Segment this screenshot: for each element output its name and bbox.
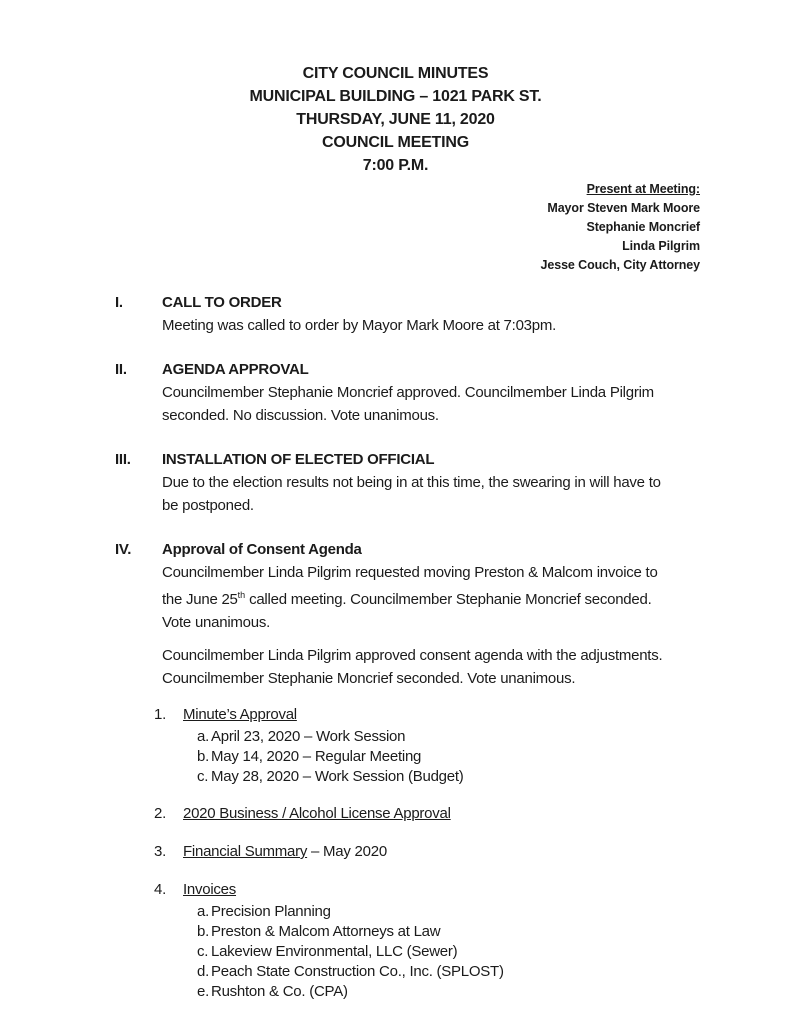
title-line-building: MUNICIPAL BUILDING – 1021 PARK ST. — [249, 88, 542, 105]
subitem-text: May 14, 2020 – Regular Meeting — [211, 748, 422, 765]
subitem-text: Peach State Construction Co., Inc. (SPLOST) — [211, 963, 504, 980]
item-title-line — [183, 840, 387, 863]
section-paragraph: Due to the election results not being in at this time, the swearing in will have to be postponed. — [162, 474, 661, 514]
section-paragraph: Councilmember Stephanie Moncrief approved. Councilmember Linda Pilgrim seconded. No discussion. Vote unanimous. — [162, 384, 654, 424]
section-consent-agenda — [115, 538, 791, 1017]
subitem-letter: a. — [197, 728, 210, 745]
title-line-time: 7:00 P.M. — [362, 157, 429, 174]
paragraph-text-before-superscript: Councilmember Linda Pilgrim requested moving Preston & Malcom invoice to the June 25 — [162, 564, 658, 608]
title-line-meeting-type: COUNCIL MEETING — [322, 134, 469, 151]
subitem-lakeview-environmental — [197, 942, 504, 962]
ordinal-superscript: th — [237, 590, 246, 600]
section-agenda-approval — [115, 358, 791, 427]
subitem-work-session-april — [197, 727, 464, 747]
item-title: 2020 Business / Alcohol License Approval — [183, 805, 451, 822]
attendee-pilgrim: Linda Pilgrim — [622, 239, 700, 253]
item-title-line — [183, 878, 504, 901]
consent-item-minutes-approval — [154, 703, 676, 787]
subitem-letter: e. — [197, 983, 210, 1000]
subitem-text: Lakeview Environmental, LLC (Sewer) — [211, 943, 458, 960]
subitem-regular-meeting-may — [197, 747, 464, 767]
section-heading: CALL TO ORDER — [162, 294, 282, 311]
item-number: 1. — [154, 706, 167, 723]
page-title: CITY COUNCIL MINUTES — [302, 65, 489, 82]
subitem-letter: c. — [197, 943, 209, 960]
subitem-text: May 28, 2020 – Work Session (Budget) — [211, 768, 464, 785]
item-title-line — [183, 802, 451, 825]
subitem-work-session-budget — [197, 767, 464, 787]
consent-item-license-approval — [154, 802, 676, 825]
item-number: 3. — [154, 843, 167, 860]
subitem-list — [197, 727, 464, 787]
subitem-list — [197, 902, 504, 1002]
section-heading: Approval of Consent Agenda — [162, 541, 362, 558]
item-title-line — [183, 703, 464, 726]
subitem-letter: d. — [197, 963, 210, 980]
section-numeral: IV. — [115, 541, 132, 558]
consent-agenda-list — [154, 703, 676, 1002]
subitem-letter: a. — [197, 903, 210, 920]
present-at-meeting-block — [0, 180, 700, 275]
section-paragraph: Councilmember Linda Pilgrim approved consent agenda with the adjustments. Councilmember Stephanie Moncrief seconded. Vote unanimous. — [162, 647, 663, 687]
item-title: Financial Summary — [183, 843, 308, 860]
section-content — [162, 291, 676, 337]
document-title-block — [0, 62, 791, 177]
subitem-letter: b. — [197, 923, 210, 940]
consent-item-financial-summary — [154, 840, 676, 863]
title-line-date: THURSDAY, JUNE 11, 2020 — [296, 111, 495, 128]
subitem-letter: b. — [197, 748, 210, 765]
section-numeral: II. — [115, 361, 127, 378]
section-content — [162, 448, 676, 517]
section-heading: INSTALLATION OF ELECTED OFFICIAL — [162, 451, 435, 468]
section-call-to-order — [115, 291, 791, 337]
minutes-body — [115, 291, 791, 1017]
item-title: Minute’s Approval — [183, 706, 297, 723]
section-content — [154, 538, 676, 1017]
attendee-city-attorney: Jesse Couch, City Attorney — [540, 258, 700, 272]
section-content — [162, 358, 676, 427]
section-paragraph: Meeting was called to order by Mayor Mark Moore at 7:03pm. — [162, 317, 557, 334]
item-body — [183, 703, 464, 787]
subitem-rushton-cpa — [197, 982, 504, 1002]
subitem-text: Precision Planning — [211, 903, 331, 920]
item-number: 2. — [154, 805, 167, 822]
item-body — [183, 840, 387, 863]
present-at-meeting-heading: Present at Meeting: — [586, 182, 700, 196]
attendee-mayor: Mayor Steven Mark Moore — [547, 201, 700, 215]
item-title: Invoices — [183, 881, 237, 898]
item-body — [183, 878, 504, 1002]
section-paragraph — [162, 561, 676, 634]
subitem-precision-planning — [197, 902, 504, 922]
subitem-peach-state-construction — [197, 962, 504, 982]
subitem-letter: c. — [197, 768, 209, 785]
subitem-text: April 23, 2020 – Work Session — [211, 728, 406, 745]
item-number: 4. — [154, 881, 167, 898]
section-installation-elected-official — [115, 448, 791, 517]
paragraph-text-after-superscript: called meeting. Councilmember Stephanie Moncrief seconded. Vote unanimous. — [162, 591, 652, 631]
subitem-preston-malcom — [197, 922, 504, 942]
section-heading: AGENDA APPROVAL — [162, 361, 309, 378]
subitem-text: Preston & Malcom Attorneys at Law — [211, 923, 441, 940]
item-suffix: – May 2020 — [307, 843, 387, 860]
section-numeral: I. — [115, 294, 123, 311]
item-body — [183, 802, 451, 825]
consent-item-invoices — [154, 878, 676, 1002]
section-numeral: III. — [115, 451, 131, 468]
attendee-moncrief: Stephanie Moncrief — [586, 220, 700, 234]
subitem-text: Rushton & Co. (CPA) — [211, 983, 348, 1000]
